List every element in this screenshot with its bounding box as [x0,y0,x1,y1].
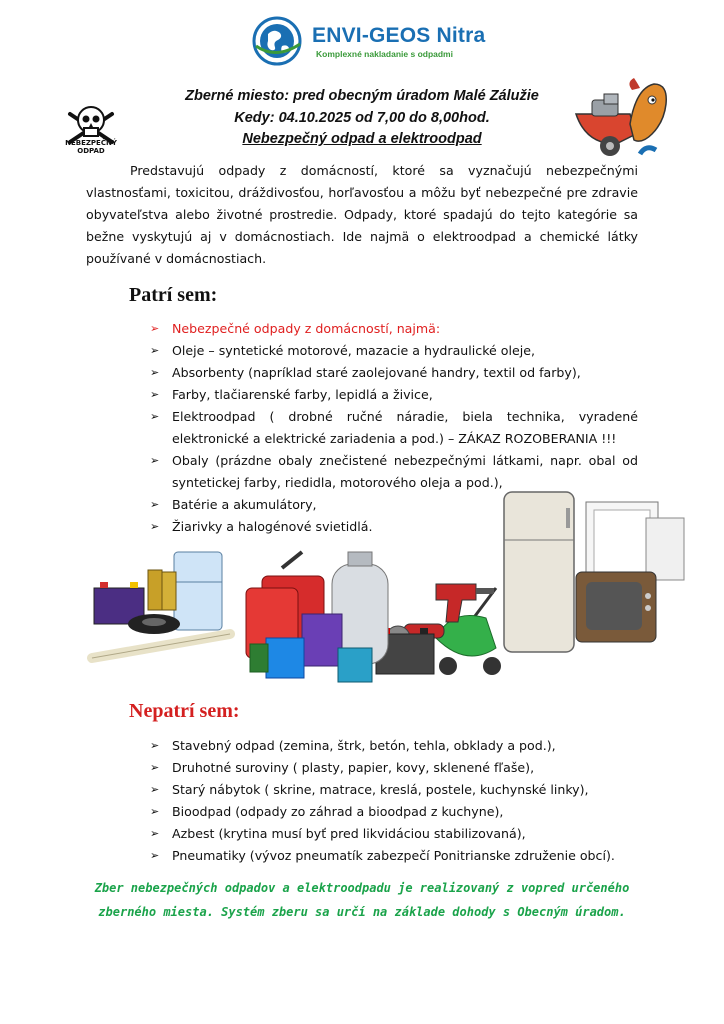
footer-line2: zberného miesta. Systém zberu sa určí na základe dohody s Obecným úradom. [98,905,626,919]
collection-topic: Nebezpečný odpad a elektroodpad [242,131,482,147]
arrow-bullet-icon: ➢ [150,761,160,774]
lawn-mower-image [436,588,501,675]
arrow-bullet-icon: ➢ [150,388,160,401]
list-item [150,823,638,845]
aa-batteries-image [148,570,176,610]
arrow-bullet-icon: ➢ [150,827,160,840]
arrow-bullet-icon: ➢ [150,322,160,335]
list-item-text: Nebezpečné odpady z domácností, najmä: [172,321,441,336]
list-item-text: Farby, tlačiarenské farby, lepidlá a živice, [172,387,433,402]
brand-name: ENVI-GEOS Nitra [312,24,486,47]
list-item-text: Obaly (prázdne obaly znečistené nebezpečnými látkami, napr. obal od syntetickej farby, riedidla, motorového oleja a pod.), [172,453,638,490]
globe-logo-icon [252,16,302,66]
list-item [150,340,638,362]
arrow-bullet-icon: ➢ [150,366,160,379]
list-item-text: Žiarivky a halogénové svietidlá. [172,519,373,534]
list-item-text: Bioodpad (odpady zo záhrad a bioodpad z kuchyne), [172,804,504,819]
hazard-label-line1: NEBEZPEČNÝ [65,139,117,147]
list-item-text: Pneumatiky (vývoz pneumatík zabezpečí Ponitrianske združenie obcí). [172,848,615,863]
footer-note [86,876,638,924]
footer-line1: Zber nebezpečných odpadov a elektroodpadu je realizovaný z vopred určeného [94,881,630,895]
intro-paragraph [86,160,638,270]
hazard-label-line2: ODPAD [77,147,105,155]
arrow-bullet-icon: ➢ [150,783,160,796]
fluorescent-tube-image [92,634,230,658]
not-belongs-list [150,735,638,867]
list-item-text: Druhotné suroviny ( plasty, papier, kovy, sklenené fľaše), [172,760,535,775]
list-item [150,845,638,867]
arrow-bullet-icon: ➢ [150,344,160,357]
arrow-bullet-icon: ➢ [150,498,160,511]
list-item-text: Starý nábytok ( skrine, matrace, kreslá, postele, kuchynské linky), [172,782,589,797]
intro-text: Predstavujú odpady z domácností, ktoré sa vyznačujú nebezpečnými vlastnosťami, toxicitou, dráždivosťou, horľavosťou a môžu byť nebezpečné pre zdravie obyvateľstva alebo životné prostredie. Odpady, ktoré spadajú do tejto kategórie sa bežne vyskytujú aj v domácnostiach. Ide najmä o elektroodpad a chemické látky používané v domácnostiach. [86,163,638,266]
hazardous-waste-illustration [86,488,706,700]
list-item [150,801,638,823]
list-item [150,757,638,779]
list-item [150,362,638,384]
arrow-bullet-icon: ➢ [150,520,160,533]
list-item [150,318,638,340]
washing-machine-image [586,502,684,580]
list-item [150,735,638,757]
brand-tagline: Komplexné nakladanie s odpadmi [316,49,453,59]
collection-place: Zberné miesto: pred obecným úradom Malé Zálužie [185,88,539,104]
list-item-text: Stavebný odpad (zemina, štrk, betón, tehla, obklady a pod.), [172,738,556,753]
list-item-text: Absorbenty (napríklad staré zaolejované handry, textil od farby), [172,365,581,380]
list-item-text: Batérie a akumulátory, [172,497,317,512]
belongs-heading: Patrí sem: [129,284,218,306]
list-item-text: Azbest (krytina musí byť pred likvidáciou stabilizovaná), [172,826,526,841]
fridge-image [504,492,574,652]
arrow-bullet-icon: ➢ [150,739,160,752]
small-fridge-image [174,552,222,630]
tire-image [128,614,180,634]
arrow-bullet-icon: ➢ [150,805,160,818]
list-item [150,384,638,406]
envi-geos-logo [252,16,492,68]
arrow-bullet-icon: ➢ [150,454,160,467]
collection-time: Kedy: 04.10.2025 od 7,00 do 8,00hod. [234,110,490,126]
list-item [150,779,638,801]
list-item-text: Oleje – syntetické motorové, mazacie a hydraulické oleje, [172,343,536,358]
list-item-text: Elektroodpad ( drobné ručné náradie, biela technika, vyradené elektronické a elektrické zariadenia a pod.) – ZÁKAZ ROZOBERANIA !!! [172,409,638,446]
list-item [150,406,638,450]
not-belongs-heading: Nepatrí sem: [129,700,240,722]
arrow-bullet-icon: ➢ [150,410,160,423]
arrow-bullet-icon: ➢ [150,849,160,862]
old-tv-image [576,572,656,642]
